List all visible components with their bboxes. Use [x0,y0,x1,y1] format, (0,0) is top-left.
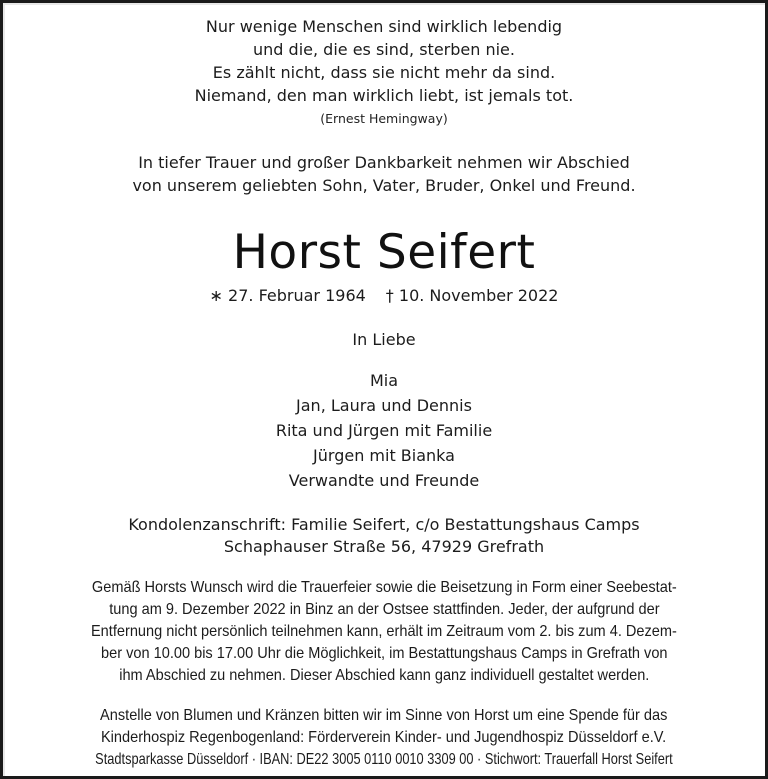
birth-date: 27. Februar 1964 [228,286,366,305]
quote-line: und die, die es sind, sterben nie. [253,40,515,59]
quote-line: Niemand, den man wirklich liebt, ist jemals tot. [194,86,574,105]
condolence-address-line: Schaphauser Straße 56, 47929 Grefrath [223,537,545,556]
mourner-line: Mia [369,371,399,390]
funeral-info-line: ihm Abschied zu nehmen. Dieser Abschied kann ganz individuell gestaltet werden. [118,667,650,684]
death-symbol-icon: † [385,286,394,305]
intro-line: In tiefer Trauer und großer Dankbarkeit nehmen wir Abschied [138,153,630,172]
funeral-info-line: Entfernung nicht persönlich teilnehmen kann, erhält im Zeitraum vom 2. bis zum 4. Dezem- [91,623,677,640]
death-date: 10. November 2022 [398,286,559,305]
life-dates [0,285,768,307]
funeral-info-line: Gemäß Horsts Wunsch wird die Trauerfeier sowie die Beisetzung in Form einer Seebestat- [91,579,677,596]
donation-line: Stadtsparkasse Düsseldorf · IBAN: DE22 3005 0110 0010 3309 00 · Stichwort: Trauerfall Horst Seifert [95,751,673,768]
deceased-name: Horst Seifert [232,225,536,280]
quote-line: Es zählt nicht, dass sie nicht mehr da sind. [212,63,556,82]
mourner-line: Rita und Jürgen mit Familie [275,421,493,440]
quote-line: Nur wenige Menschen sind wirklich lebendig [205,17,563,36]
intro-line: von unserem geliebten Sohn, Vater, Bruder, Onkel und Freund. [132,176,636,195]
funeral-info-line: tung am 9. Dezember 2022 in Binz an der Ostsee stattfinden. Jeder, der aufgrund der [108,601,660,618]
donation-line: Kinderhospiz Regenbogenland: Förderverein Kinder- und Jugendhospiz Düsseldorf e.V. [101,729,667,746]
condolence-address-line: Kondolenzanschrift: Familie Seifert, c/o Bestattungshaus Camps [128,515,640,534]
mourner-line: Jan, Laura und Dennis [296,396,472,415]
birth-symbol-icon: ∗ [209,286,223,305]
funeral-info-line: ber von 10.00 bis 17.00 Uhr die Möglichkeit, im Bestattungshaus Camps in Grefrath von [100,645,668,662]
signoff: In Liebe [352,330,416,349]
mourner-line: Verwandte und Freunde [288,471,480,490]
quote-attribution: (Ernest Hemingway) [320,111,448,126]
mourner-line: Jürgen mit Bianka [313,446,455,465]
donation-line: Anstelle von Blumen und Kränzen bitten wir im Sinne von Horst um eine Spende für das [100,707,668,724]
